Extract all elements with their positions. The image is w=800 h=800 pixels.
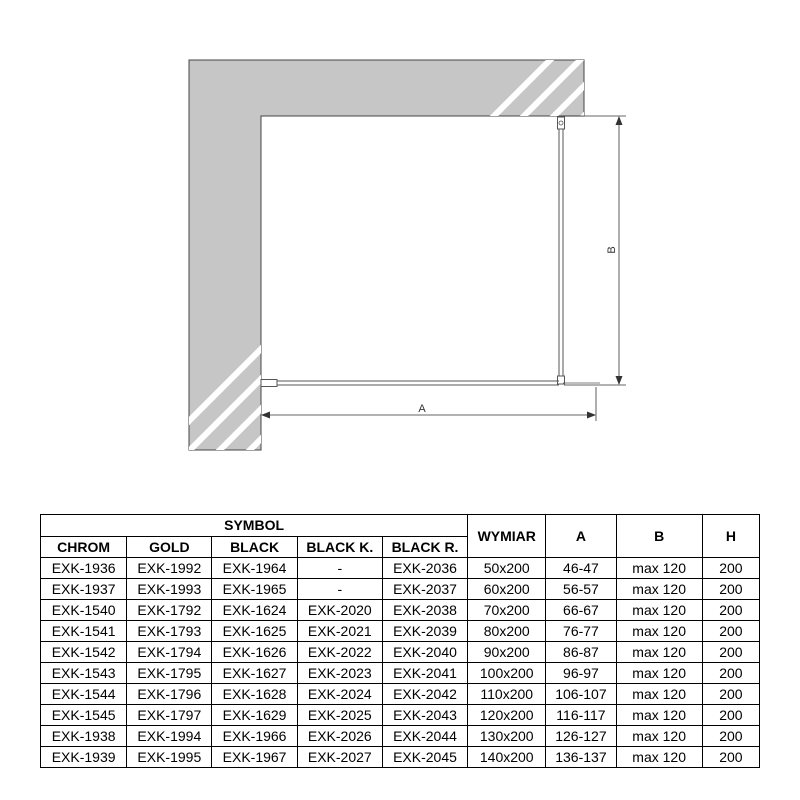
table-cell: max 120: [616, 726, 702, 747]
table-cell: EXK-2045: [382, 747, 467, 768]
dimension-b-label: B: [606, 246, 618, 254]
symbol-header: SYMBOL: [41, 515, 468, 537]
dimension-a: [261, 387, 596, 421]
table-cell: EXK-1794: [127, 642, 212, 663]
table-cell: 50x200: [468, 558, 546, 579]
table-cell: 86-87: [546, 642, 616, 663]
table-cell: EXK-1628: [212, 684, 297, 705]
table-cell: 46-47: [546, 558, 616, 579]
table-cell: EXK-1992: [127, 558, 212, 579]
table-cell: 200: [702, 747, 759, 768]
table-cell: 140x200: [468, 747, 546, 768]
spec-header-wymiar: WYMIAR: [468, 515, 546, 558]
table-cell: 66-67: [546, 600, 616, 621]
table-row: [41, 747, 760, 768]
table-cell: max 120: [616, 747, 702, 768]
table-cell: EXK-1797: [127, 705, 212, 726]
table-row: [41, 558, 760, 579]
table-cell: EXK-1993: [127, 579, 212, 600]
table-cell: EXK-2022: [297, 642, 382, 663]
table-row: [41, 642, 760, 663]
table-cell: EXK-2021: [297, 621, 382, 642]
table-cell: 110x200: [468, 684, 546, 705]
table-row: [41, 579, 760, 600]
table-row: [41, 600, 760, 621]
glass-front-panel: [261, 380, 600, 387]
table-cell: max 120: [616, 684, 702, 705]
table-cell: 70x200: [468, 600, 546, 621]
table-row: [41, 684, 760, 705]
table-cell: EXK-1936: [41, 558, 127, 579]
table-cell: EXK-1965: [212, 579, 297, 600]
table-row: [41, 621, 760, 642]
table-cell: EXK-2042: [382, 684, 467, 705]
table-body: [41, 558, 760, 768]
table-cell: EXK-1540: [41, 600, 127, 621]
table-cell: EXK-1939: [41, 747, 127, 768]
table-cell: EXK-1796: [127, 684, 212, 705]
table-cell: 200: [702, 642, 759, 663]
table-cell: EXK-1624: [212, 600, 297, 621]
table-cell: 200: [702, 684, 759, 705]
table-cell: 200: [702, 558, 759, 579]
table-cell: EXK-2027: [297, 747, 382, 768]
table-cell: 100x200: [468, 663, 546, 684]
table-cell: EXK-1627: [212, 663, 297, 684]
table-cell: EXK-1543: [41, 663, 127, 684]
color-header-gold: GOLD: [127, 536, 212, 558]
table-cell: EXK-2041: [382, 663, 467, 684]
table-cell: EXK-1964: [212, 558, 297, 579]
table-cell: EXK-1795: [127, 663, 212, 684]
table-cell: 126-127: [546, 726, 616, 747]
product-spec-table: [40, 514, 760, 768]
table-cell: EXK-2036: [382, 558, 467, 579]
table-cell: EXK-2024: [297, 684, 382, 705]
table-cell: EXK-1994: [127, 726, 212, 747]
table-cell: EXK-2037: [382, 579, 467, 600]
table-cell: EXK-1545: [41, 705, 127, 726]
table-cell: 200: [702, 579, 759, 600]
table-cell: 120x200: [468, 705, 546, 726]
table-cell: max 120: [616, 600, 702, 621]
table-cell: EXK-1792: [127, 600, 212, 621]
glass-side-panel: [558, 117, 565, 384]
table-cell: EXK-2043: [382, 705, 467, 726]
table-cell: EXK-1937: [41, 579, 127, 600]
table-cell: 200: [702, 663, 759, 684]
table-row: [41, 726, 760, 747]
table-cell: EXK-1542: [41, 642, 127, 663]
table-cell: EXK-1544: [41, 684, 127, 705]
table-row: [41, 663, 760, 684]
spec-header-b: B: [616, 515, 702, 558]
table-cell: EXK-2020: [297, 600, 382, 621]
table-cell: max 120: [616, 579, 702, 600]
table-cell: max 120: [616, 558, 702, 579]
table-cell: max 120: [616, 705, 702, 726]
table-cell: EXK-2039: [382, 621, 467, 642]
table-cell: EXK-1995: [127, 747, 212, 768]
spec-header-h: H: [702, 515, 759, 558]
table-cell: max 120: [616, 642, 702, 663]
dimension-a-label: A: [418, 403, 426, 415]
table-cell: EXK-2023: [297, 663, 382, 684]
table-cell: 106-107: [546, 684, 616, 705]
table-cell: EXK-1938: [41, 726, 127, 747]
table-cell: EXK-1967: [212, 747, 297, 768]
table-cell: 200: [702, 600, 759, 621]
table-cell: EXK-1541: [41, 621, 127, 642]
table-cell: EXK-1626: [212, 642, 297, 663]
table-cell: EXK-1966: [212, 726, 297, 747]
table-cell: 136-137: [546, 747, 616, 768]
table-cell: EXK-1625: [212, 621, 297, 642]
table-row: [41, 705, 760, 726]
table-cell: 130x200: [468, 726, 546, 747]
table-cell: 200: [702, 621, 759, 642]
table-cell: EXK-2026: [297, 726, 382, 747]
spec-header-a: A: [546, 515, 616, 558]
table-cell: 90x200: [468, 642, 546, 663]
color-header-chrom: CHROM: [41, 536, 127, 558]
color-header-black: BLACK: [212, 536, 297, 558]
table-cell: -: [297, 558, 382, 579]
table-cell: 76-77: [546, 621, 616, 642]
table-cell: 116-117: [546, 705, 616, 726]
table-cell: 56-57: [546, 579, 616, 600]
color-header-black-k: BLACK K.: [297, 536, 382, 558]
table-cell: EXK-1793: [127, 621, 212, 642]
table-cell: max 120: [616, 663, 702, 684]
table-cell: max 120: [616, 621, 702, 642]
table-cell: 200: [702, 726, 759, 747]
table-cell: EXK-2044: [382, 726, 467, 747]
table-cell: EXK-2040: [382, 642, 467, 663]
table-cell: -: [297, 579, 382, 600]
table-cell: 60x200: [468, 579, 546, 600]
table-cell: 200: [702, 705, 759, 726]
table-cell: EXK-2025: [297, 705, 382, 726]
table-cell: 80x200: [468, 621, 546, 642]
table-cell: EXK-1629: [212, 705, 297, 726]
table-cell: EXK-2038: [382, 600, 467, 621]
table-cell: 96-97: [546, 663, 616, 684]
color-header-black-r: BLACK R.: [382, 536, 467, 558]
